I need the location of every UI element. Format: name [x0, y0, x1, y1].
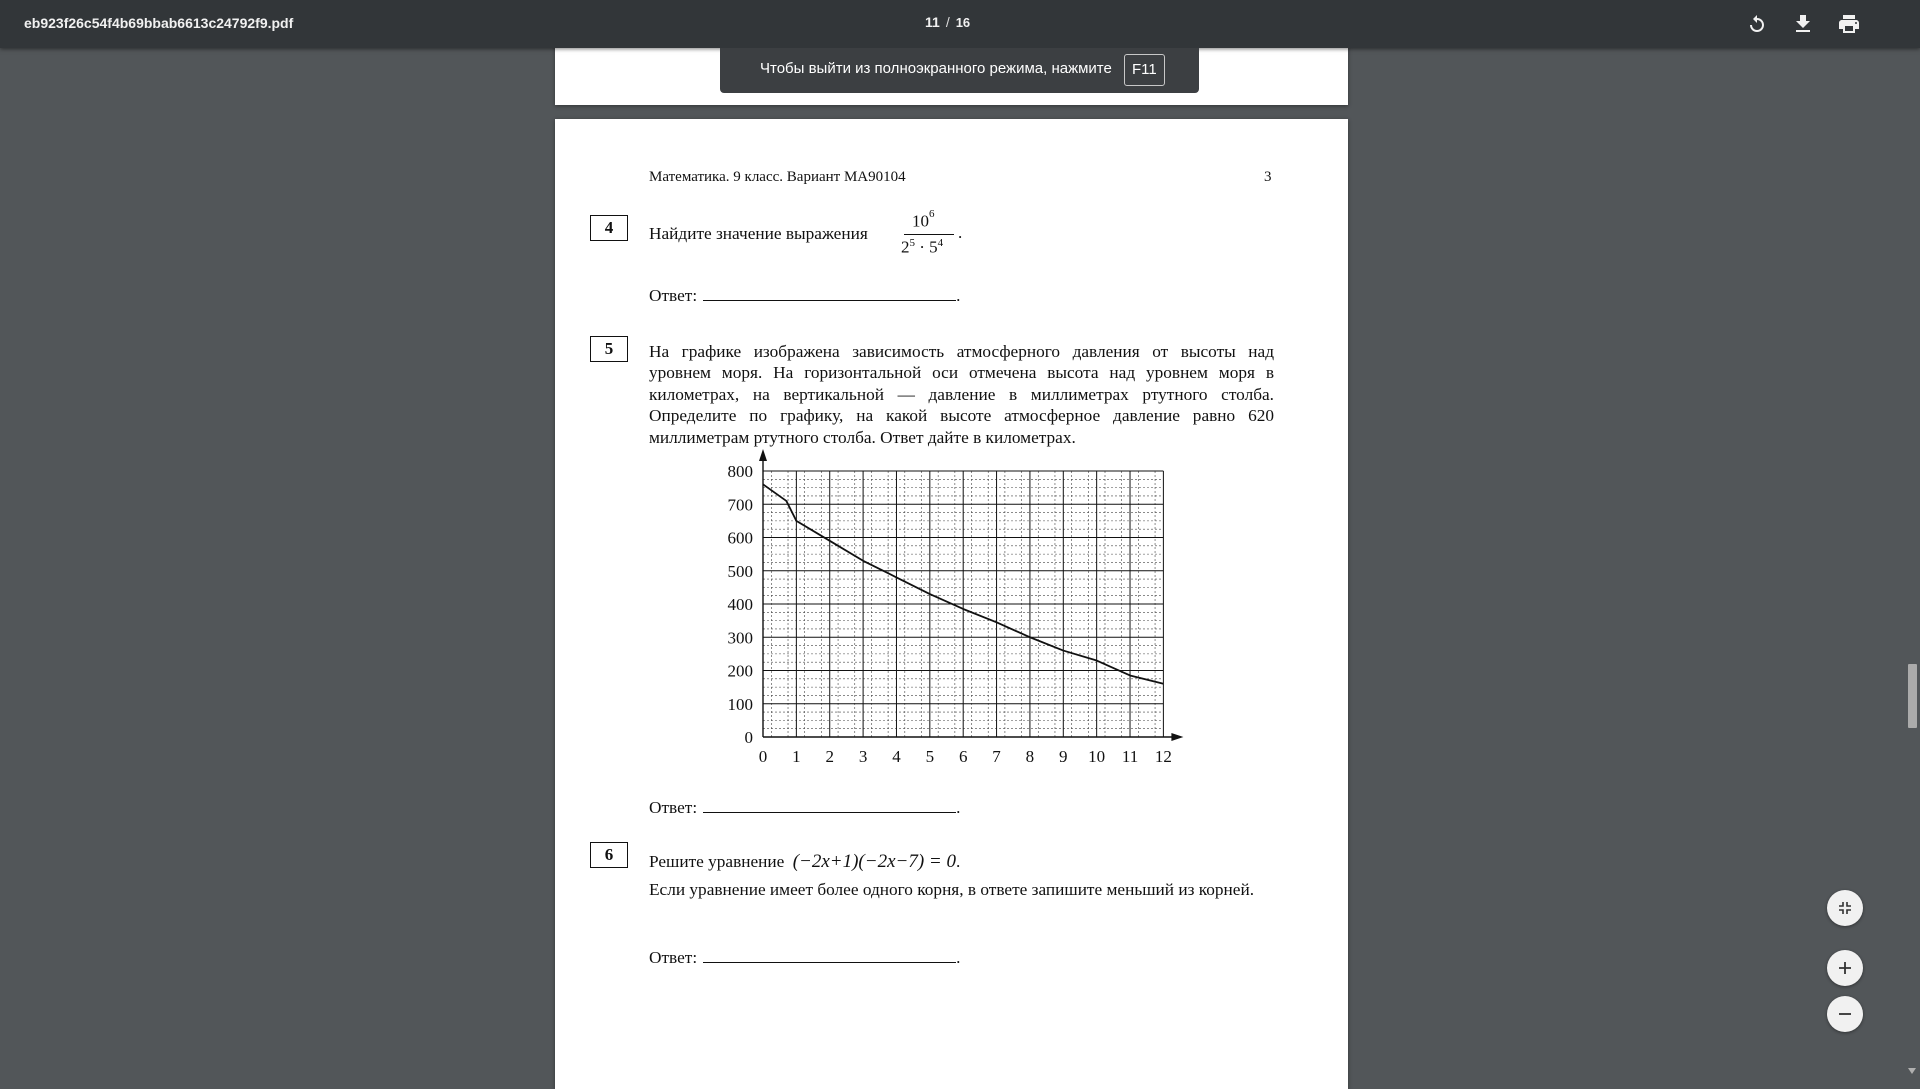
answer-line — [703, 796, 956, 813]
x-tick-label: 6 — [958, 747, 968, 766]
fit-page-icon — [1836, 899, 1854, 917]
answer-line — [703, 946, 956, 963]
question-6-period: . — [955, 852, 961, 871]
x-tick-label: 7 — [992, 747, 1001, 766]
y-tick-label: 400 — [727, 595, 753, 614]
answer-field-6 — [649, 946, 960, 968]
x-axis-arrow — [1171, 733, 1183, 741]
y-tick-label: 0 — [744, 728, 753, 747]
x-tick-label: 9 — [1059, 747, 1068, 766]
rotate-icon[interactable] — [1745, 12, 1769, 36]
multiplication-dot: · — [919, 237, 925, 257]
fraction-bar — [904, 234, 954, 235]
page-separator: / — [945, 14, 950, 30]
pressure-altitude-chart — [705, 449, 1172, 766]
denominator-base-b: 5 — [929, 237, 938, 257]
pdf-page — [555, 119, 1348, 1089]
zoom-in-icon — [1836, 959, 1854, 977]
f11-key-badge: F11 — [1124, 54, 1165, 86]
x-tick-label: 5 — [925, 747, 935, 766]
question-6-equation: (−2x+1)(−2x−7) = 0 — [792, 851, 956, 872]
print-icon[interactable] — [1837, 12, 1861, 36]
x-tick-label: 1 — [792, 747, 801, 766]
answer-field-4 — [649, 284, 960, 306]
question-6-lead-text: Решите уравнение — [649, 852, 785, 871]
page-indicator — [925, 14, 970, 30]
fraction-numerator-base: 10 — [912, 211, 929, 231]
y-tick-label: 700 — [727, 495, 753, 515]
page-header-number: 3 — [1264, 169, 1272, 185]
scroll-down-arrow-icon[interactable] — [1908, 1068, 1916, 1074]
zoom-in-button[interactable] — [1827, 950, 1863, 986]
answer-label: Ответ: — [649, 286, 698, 305]
page-header-title: Математика. 9 класс. Вариант МА90104 — [649, 169, 906, 185]
y-tick-label: 800 — [727, 462, 753, 481]
denominator-base-a: 2 — [901, 237, 910, 257]
y-tick-label: 600 — [727, 528, 753, 548]
total-pages: 16 — [955, 15, 971, 30]
question-number-6: 6 — [590, 842, 628, 868]
download-icon[interactable] — [1791, 12, 1815, 36]
x-tick-label: 3 — [858, 747, 868, 766]
question-6-lead — [649, 851, 960, 872]
x-tick-label: 12 — [1154, 747, 1172, 766]
current-page-number[interactable]: 11 — [925, 14, 940, 30]
answer-period: . — [956, 798, 961, 817]
question-4-text: Найдите значение выражения — [649, 224, 868, 243]
y-tick-label: 500 — [727, 561, 753, 581]
fraction-numerator-exponent: 6 — [929, 208, 935, 220]
pdf-toolbar — [0, 0, 1920, 48]
question-number-4: 4 — [590, 215, 628, 241]
x-tick-label: 4 — [892, 747, 901, 766]
x-tick-label: 10 — [1088, 747, 1106, 766]
answer-period: . — [956, 948, 961, 967]
answer-period: . — [956, 286, 961, 305]
answer-label: Ответ: — [649, 948, 698, 967]
fullscreen-exit-notice — [720, 48, 1199, 93]
fit-page-button[interactable] — [1827, 890, 1863, 926]
answer-line — [703, 284, 956, 301]
answer-field-5 — [649, 796, 960, 818]
file-name: eb923f26c54f4b69bbab6613c24792f9.pdf — [24, 15, 294, 31]
x-tick-label: 2 — [825, 747, 834, 766]
vertical-scrollbar[interactable] — [1903, 48, 1920, 1080]
scrollbar-thumb[interactable] — [1908, 664, 1917, 728]
zoom-out-button[interactable] — [1827, 996, 1863, 1032]
question-number-5: 5 — [590, 336, 628, 362]
answer-label: Ответ: — [649, 798, 698, 817]
denominator-exponent-b: 4 — [937, 237, 944, 249]
x-tick-label: 11 — [1121, 747, 1139, 766]
y-tick-label: 300 — [727, 628, 753, 648]
fullscreen-notice-text: Чтобы выйти из полноэкранного режима, нажмите — [760, 60, 1112, 77]
x-tick-label: 8 — [1025, 747, 1035, 766]
question-5-text: На графике изображена зависимость атмосферного давления от высоты над уровнем моря. На горизонтальной оси отмечена высота над уровнем моря в километрах, на вертикальной — давление в миллиметрах ртутного столба. Определите по графику, на какой высоте атмосферное давление равно 620 миллиметрам ртутного столба. Ответ дайте в километрах. — [649, 342, 1274, 447]
zoom-out-icon — [1836, 1005, 1854, 1023]
y-axis-arrow — [759, 449, 767, 461]
y-tick-label: 200 — [727, 661, 753, 681]
question-4-period: . — [958, 223, 963, 242]
denominator-exponent-a: 5 — [909, 237, 915, 249]
question-6-instruction: Если уравнение имеет более одного корня, в ответе запишите меньший из корней. — [649, 880, 1255, 899]
y-tick-label: 100 — [727, 694, 753, 714]
x-tick-label: 0 — [758, 747, 768, 766]
